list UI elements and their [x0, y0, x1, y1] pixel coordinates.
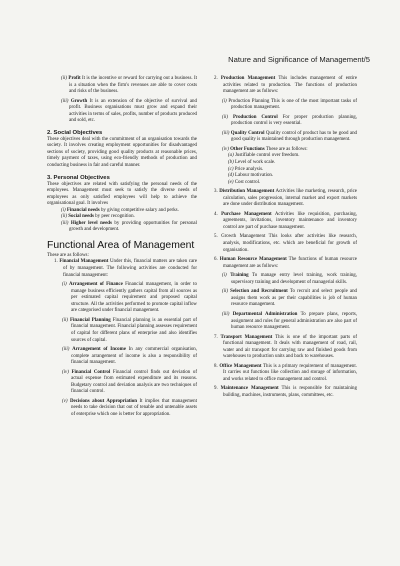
subitem-decisions-about-appropriation: (v) Decisions about Appropriation It implies that management needs to take decision that out of tenable and untenable assets of enterprise which one is better for appropriation.	[62, 398, 197, 417]
para-personal-objectives: These objectives are related with satisfying the personal needs of the employees. Management must seek to satisfy the diverse needs of employees as only satisfied employees will help to achieve the organisational goal. It involves	[47, 181, 197, 207]
item-distribution-management: 3. Distribution Management Activities like marketing, research, price calculation, sales progression, internal market and export markets are done under distribution management.	[214, 189, 357, 208]
item-human-resource-management: 6. Human Resource Management The functions of human resource management are as follows:	[214, 257, 357, 269]
para-growth: (iii) Growth It is an extension of the objective of survival and profit. Business organisations must grow and expand their activities in terms of sales, profits, number of products produced and sold, etc.	[61, 98, 197, 124]
item-financial-needs: (i) Financial needs by giving competitive salary and perks.	[61, 207, 179, 213]
subitem-training: (i) Training To manage entry level training, work training, supervisory training and development of managerial skills.	[222, 273, 357, 285]
list-item: (c) Price analysis.	[228, 166, 264, 172]
para-intro: These are as follows:	[47, 252, 89, 258]
item-office-management: 8. Office Management This is a primary requirement of management. It carries out functions like collection and storage of information, and works related to office management and control.	[214, 363, 357, 382]
subitem-other-functions: (iv) Other Functions These are as follows:	[222, 146, 308, 152]
list-item: (e) Cost control.	[228, 179, 261, 185]
subitem-selection-and-recruitment: (ii) Selection and Recruitment To recruit and select people and assigns them work as per their capabilities is job of human resource management.	[222, 289, 358, 308]
subitem-financial-control: (iv) Financial Control Financial control finds out deviation of actual expense from estimated expenditure and its reasons. Budgetary control and deviation analysis are two techniques of financial control.	[62, 369, 198, 395]
subitem-financial-planning: (ii) Financial Planning Financial planning is an essential part of financial management. Financial planning assesses requirement of capital for different plans of enterprise and also identifies sources of capital.	[62, 317, 197, 343]
subitem-production-planning: (i) Production Planning This is one of the most important tasks of production management.	[222, 98, 357, 111]
left-column	[47, 76, 197, 419]
heading-social-objectives: 2. Social Objectives	[47, 129, 103, 136]
list-item: (d) Labour motivation.	[228, 173, 274, 179]
para-social-objectives: These objectives deal with the commitment of an organisation towards the society. It involves creating employment opportunities for disadvantaged sections of society, providing good quality products at reasonable prices, timely payment of taxes, using eco-friendly methods of production and conducting business in fair and careful manner.	[47, 136, 197, 169]
subitem-departmental-administration: (iii) Departmental Administration To prepare plans, reports, assignment and rules for general administration are also part of human resource management.	[222, 311, 357, 331]
item-financial-management: 1. Financial Management Under this, financial matters are taken care of by management. The following activities are conducted for financial management:	[54, 259, 198, 278]
item-maintenance-management: 9. Maintenance Management This is responsible for maintaining building, machines, instruments, plans, committees, etc.	[214, 386, 357, 398]
item-purchase-management: 4. Purchase Management Activities like requisition, purchasing, agreements, invitations, inventory maintenance and inventory control are part of purchase management.	[214, 211, 357, 230]
subitem-production-control: (ii) Production Control For proper production planning, production control is very essential.	[222, 114, 357, 127]
para-profit: (ii) Profit It is the incentive or reward for carrying out a business. It is a situation when the firm's revenues are able to cover costs and risks of the business.	[61, 76, 198, 95]
running-header: Nature and Significance of Management/5	[228, 55, 370, 64]
item-production-management: 2. Production Management This includes management of entire activities related to production. The functions of production management are as follows:	[214, 76, 358, 95]
item-growth-management: 5. Growth Management This looks after activities like research, analysis, modifications, etc. which are beneficial for growth of organisation.	[214, 234, 357, 253]
item-transport-management: 7. Transport Management This is one of the important parts of functional management. It deals with management of road, rail, water and air transport for carrying raw and finished goods from warehouses to production units and back to warehouses.	[214, 334, 357, 360]
subitem-quality-control: (iii) Quality Control Quality control of product has to be good and good quality is maintained through production management.	[222, 130, 358, 143]
section-title-functional-area: Functional Area of Management	[47, 239, 195, 251]
subitem-arrangement-of-finance: (i) Arrangement of Finance Financial management, in order to manage business efficiently gathers capital from all sources as per estimated capital requirement and proposed capital structure. All the activities performed to promote capital inflow are categorised under financial management.	[62, 282, 198, 314]
item-social-needs: (ii) Social needs by peer recognition.	[61, 214, 135, 220]
list-item: (a) Justifiable control over freedom.	[228, 153, 300, 159]
item-higher-level-needs: (iii) Higher level needs by providing opportunities for personal growth and development.	[61, 220, 197, 233]
list-item: (b) Level of work scale.	[228, 160, 276, 166]
heading-personal-objectives: 3. Personal Objectives	[47, 174, 110, 181]
right-column	[207, 76, 357, 400]
subitem-arrangement-of-income: (iii) Arrangement of Income In any commercial organisation, complete arrangement of income is also a responsibility of financial management.	[62, 347, 198, 366]
